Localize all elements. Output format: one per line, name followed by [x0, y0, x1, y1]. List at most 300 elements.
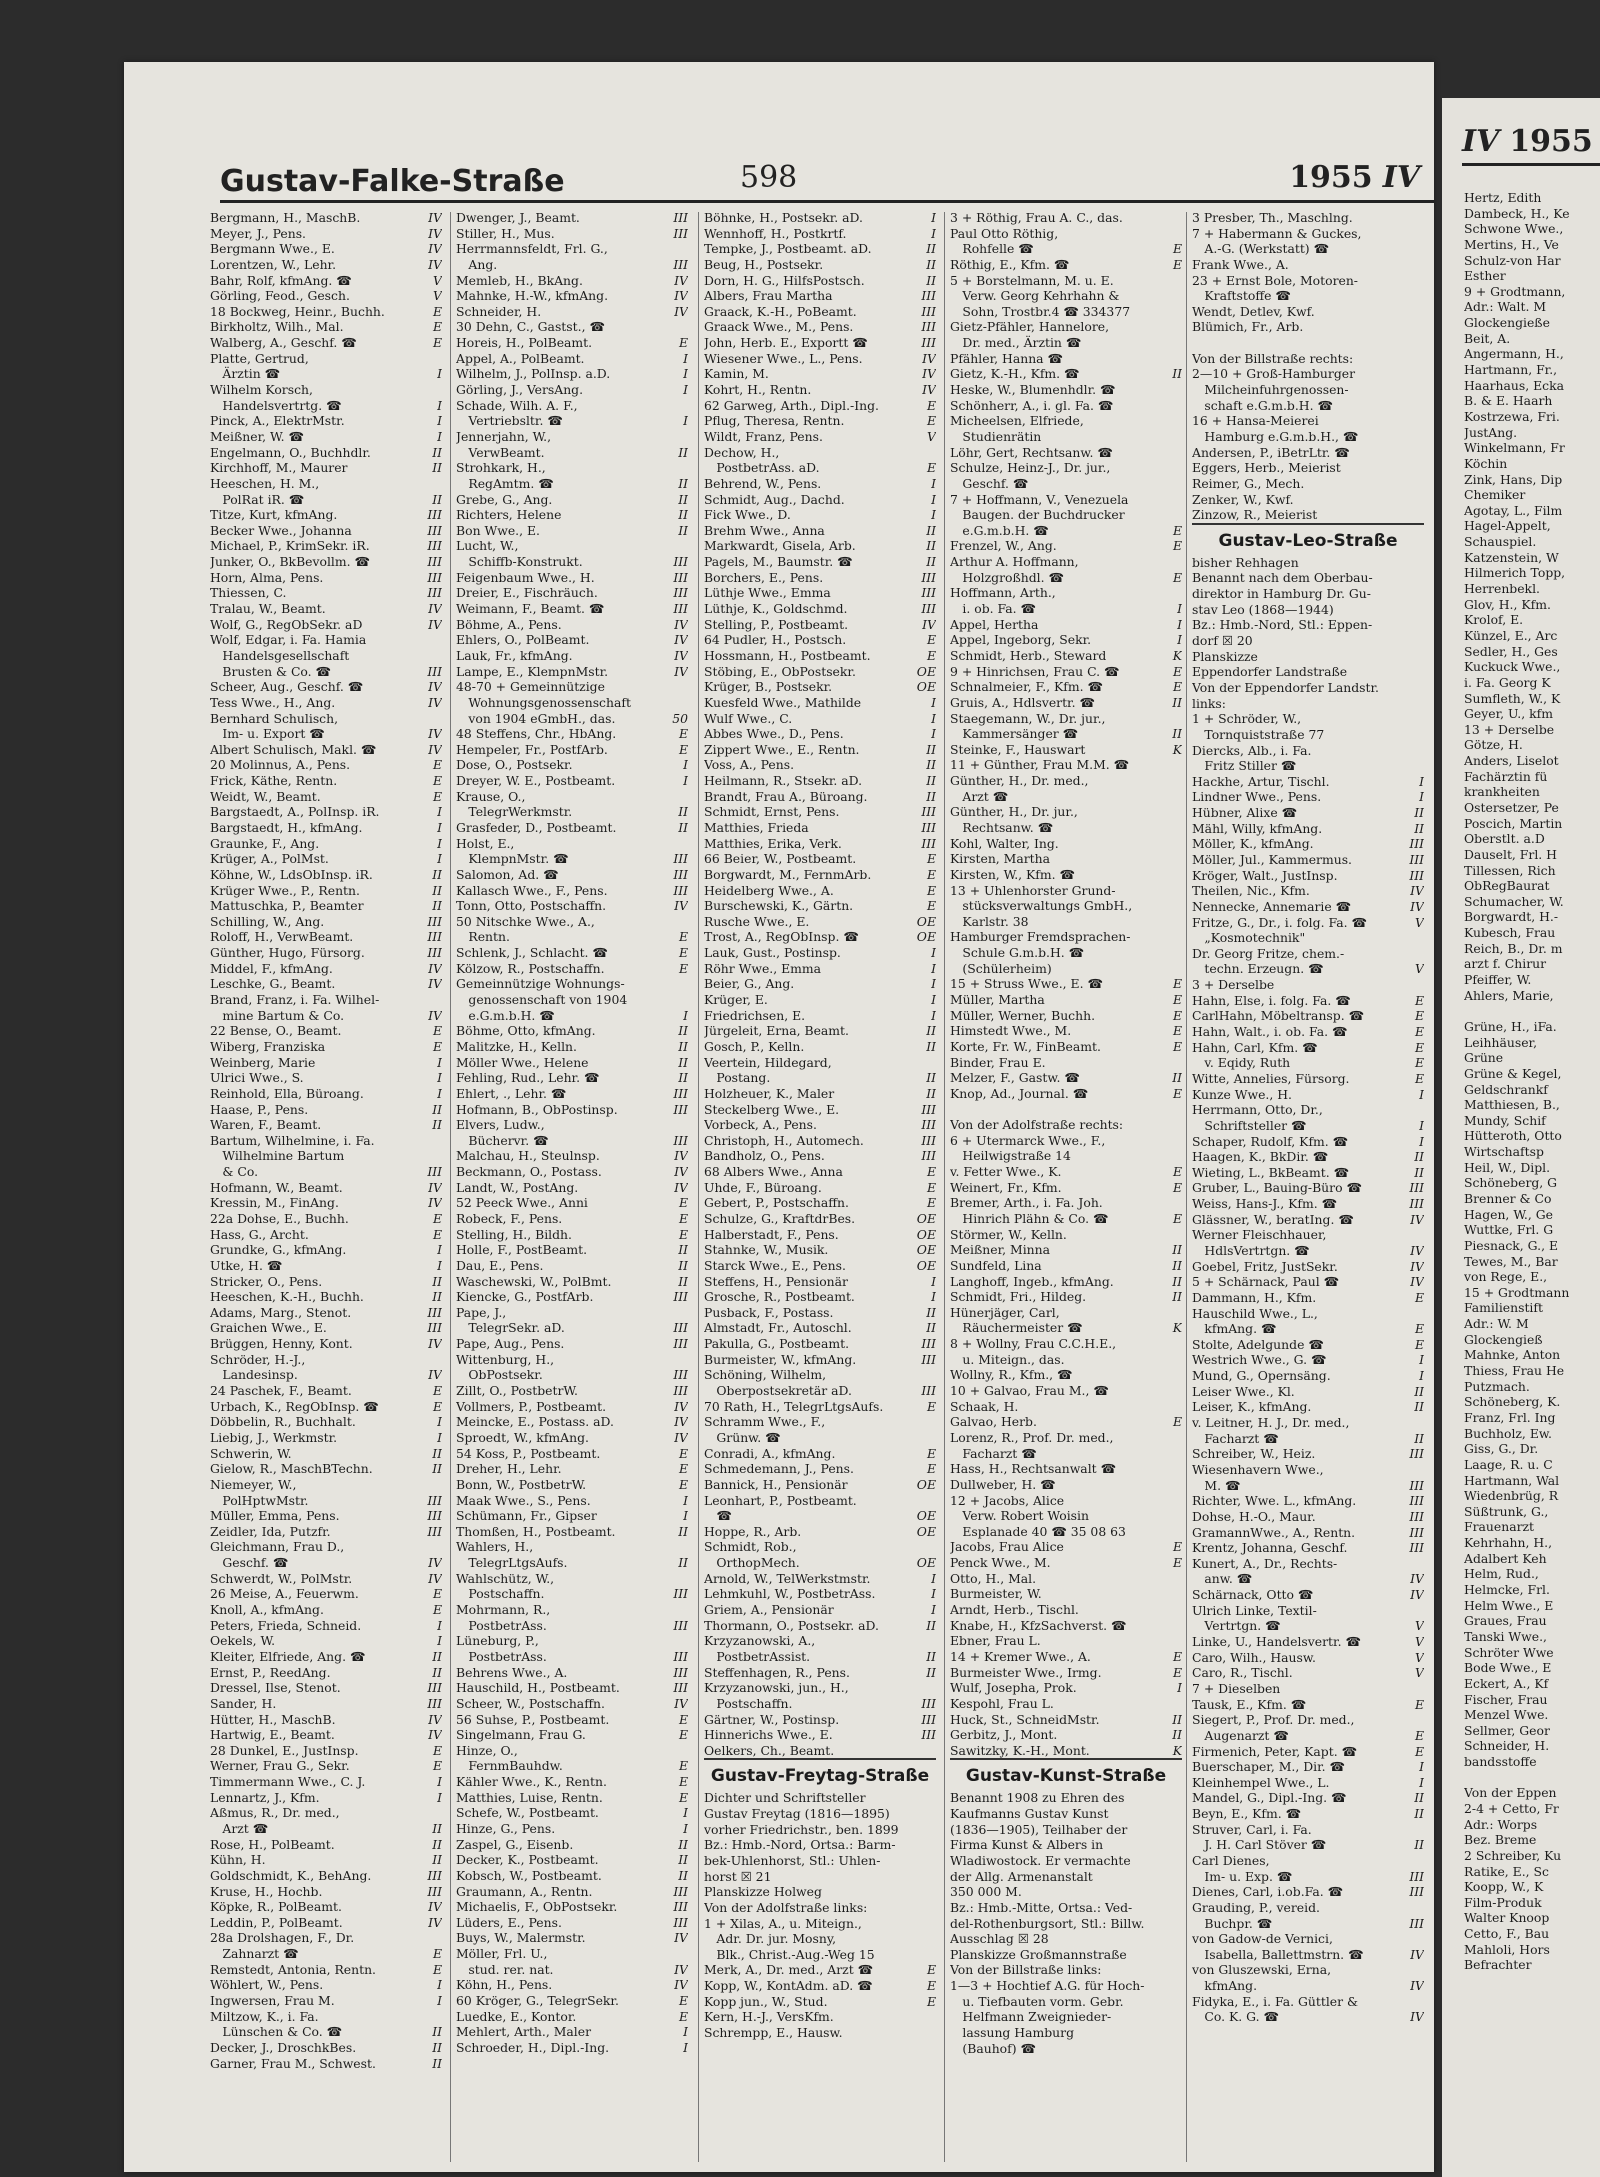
entry-text: PostbetrAssist. [704, 1648, 811, 1664]
directory-entry [950, 1884, 1182, 1900]
facing-entry: Wirtschaftsp [1464, 1144, 1544, 1160]
directory-entry [456, 413, 688, 429]
floor-marker: E [1172, 538, 1182, 554]
entry-text: Goldschmidt, K., BehAng. [210, 1867, 372, 1883]
directory-entry [1192, 789, 1424, 805]
floor-marker: IV [674, 272, 688, 288]
directory-entry [950, 257, 1182, 273]
entry-text: direktor in Hamburg Dr. Gu- [1192, 586, 1371, 602]
entry-text: Gleichmann, Frau D., [210, 1539, 345, 1555]
floor-marker: II [1172, 1242, 1182, 1258]
directory-entry [950, 523, 1182, 539]
floor-marker: III [673, 585, 688, 601]
directory-entry [704, 2025, 936, 2041]
directory-entry [210, 742, 442, 758]
directory-entry [704, 601, 936, 617]
entry-text: 10 + Galvao, Frau M., ☎ [950, 1383, 1109, 1399]
entry-text: Melzer, F., Gastw. ☎ [950, 1070, 1080, 1086]
entry-text: Meyer, J., Pens. [210, 225, 307, 241]
directory-entry [1192, 1900, 1424, 1916]
facing-entry: Dambeck, H., Ke [1464, 205, 1570, 221]
directory-entry [704, 961, 936, 977]
entry-text: Pinck, A., ElektrMstr. [210, 413, 345, 429]
facing-entry: Poscich, Martin [1464, 815, 1563, 831]
floor-marker: I [931, 507, 936, 523]
entry-text: Grünw. ☎ [704, 1429, 781, 1445]
floor-marker: III [1409, 1180, 1424, 1196]
floor-marker: I [683, 773, 688, 789]
entry-text: Mattuschka, P., Beamter [210, 898, 364, 914]
facing-entry: Schumacher, W. [1464, 893, 1564, 909]
floor-marker: III [921, 1351, 936, 1367]
entry-text: 9 + Hinrichsen, Frau C. ☎ [950, 663, 1120, 679]
floor-marker: OE [916, 1211, 936, 1226]
entry-text: „Kosmotechnik" [1192, 930, 1306, 946]
floor-marker: II [926, 1085, 936, 1101]
facing-entry: Eckert, A., Kf [1464, 1675, 1549, 1691]
directory-entry [210, 1023, 442, 1039]
directory-entry [456, 1195, 688, 1211]
directory-entry [210, 1696, 442, 1712]
directory-entry [210, 492, 442, 508]
floor-marker: IV [428, 976, 442, 992]
entry-text: Von der Eppendorfer Landstr. [1192, 679, 1379, 695]
floor-marker: II [1172, 1257, 1182, 1273]
floor-marker: E [678, 741, 688, 757]
entry-text: 62 Garweg, Arth., Dipl.-Ing. [704, 397, 879, 413]
entry-text: Struver, Carl, i. Fa. [1192, 1821, 1312, 1837]
floor-marker: III [673, 225, 688, 241]
directory-entry [210, 1070, 442, 1086]
directory-entry [704, 1274, 936, 1290]
directory-entry [704, 1665, 936, 1681]
directory-entry [456, 1383, 688, 1399]
directory-entry [210, 1008, 442, 1024]
floor-marker: II [1414, 820, 1424, 836]
entry-text: Gruber, L., Bauing-Büro ☎ [1192, 1180, 1362, 1196]
floor-marker: II [432, 898, 442, 914]
floor-marker: IV [1410, 1243, 1424, 1258]
floor-marker: IV [922, 350, 936, 366]
directory-entry [210, 1133, 442, 1149]
entry-text: Mehlert, Arth., Maler [456, 2024, 592, 2040]
facing-entry: Glockengieß [1464, 1331, 1543, 1347]
entry-text: Von der Adolfstraße links: [704, 1899, 868, 1915]
facing-entry: Hagen, W., Ge [1464, 1206, 1553, 1222]
entry-text: Weimann, F., Beamt. ☎ [456, 601, 605, 617]
entry-text: Almstadt, Fr., Autoschl. [704, 1320, 852, 1336]
directory-entry [704, 617, 936, 633]
entry-text: 54 Koss, P., Postbeamt. [456, 1445, 601, 1461]
directory-entry [704, 836, 936, 852]
directory-entry [1192, 1431, 1424, 1447]
facing-entry: Heil, W., Dipl. [1464, 1159, 1551, 1175]
entry-text: Schmidt, Aug., Dachd. [704, 491, 845, 507]
entry-text: Kressin, M., FinAng. [210, 1195, 339, 1211]
directory-entry [210, 1571, 442, 1587]
floor-marker: OE [916, 1523, 936, 1539]
entry-text: Stelling, H., Bildh. [456, 1226, 572, 1242]
directory-entry [950, 1806, 1182, 1822]
floor-marker: III [673, 1586, 688, 1602]
floor-marker: III [921, 1148, 936, 1164]
directory-entry [210, 914, 442, 930]
floor-marker: IV [922, 366, 936, 382]
entry-text: Matthies, Frieda [704, 819, 809, 835]
floor-marker: I [683, 1007, 688, 1023]
facing-entry: B. & E. Haarh [1464, 393, 1553, 409]
floor-marker: IV [674, 663, 688, 679]
entry-text: 50 Nitschke Wwe., A., [456, 913, 595, 929]
directory-entry [210, 335, 442, 351]
floor-marker: III [427, 585, 442, 601]
entry-text: Lorentzen, W., Lehr. [210, 256, 337, 272]
floor-marker: III [1409, 867, 1424, 883]
facing-entry: Mahloli, Hors [1464, 1941, 1550, 1957]
floor-marker: I [683, 1508, 688, 1524]
floor-marker: IV [428, 694, 442, 710]
floor-marker: E [432, 757, 442, 773]
entry-text: horst ☒ 21 [704, 1868, 772, 1884]
facing-entry: Geyer, U., kfm [1464, 706, 1553, 722]
directory-entry [704, 1102, 936, 1118]
floor-marker: I [931, 945, 936, 961]
entry-text: Schmidt, Ernst, Pens. [704, 804, 840, 820]
floor-marker: III [921, 804, 936, 820]
floor-marker: IV [428, 960, 442, 976]
floor-marker: IV [428, 1899, 442, 1915]
facing-entry: Oberstlt. a.D [1464, 831, 1545, 847]
entry-text: Matthies, Luise, Rentn. [456, 1789, 603, 1805]
floor-marker: II [678, 1038, 688, 1054]
directory-entry [456, 1086, 688, 1102]
entry-text: 20 Molinnus, A., Pens. [210, 757, 351, 773]
facing-entry: Herrenbekl. [1464, 581, 1540, 597]
floor-marker: II [678, 1523, 688, 1539]
entry-text: Mähl, Willy, kfmAng. [1192, 820, 1323, 836]
directory-entry [1192, 288, 1424, 304]
entry-text: Hofmann, B., ObPostinsp. [456, 1101, 618, 1117]
directory-entry [1192, 711, 1424, 727]
facing-entry: Matthiesen, B., [1464, 1097, 1560, 1113]
floor-marker: I [1419, 1759, 1424, 1775]
floor-marker: IV [428, 1007, 442, 1023]
directory-entry [456, 1164, 688, 1180]
entry-text: Titze, Kurt, kfmAng. [210, 507, 338, 523]
facing-entry: Thiess, Frau He [1464, 1363, 1565, 1379]
entry-text: Hamburg e.G.m.b.H., ☎ [1192, 428, 1359, 444]
floor-marker: E [1414, 1321, 1424, 1337]
entry-text: Vorbeck, A., Pens. [704, 1117, 817, 1133]
entry-text: Köhne, W., LdsObInsp. iR. [210, 866, 373, 882]
directory-entry [950, 1727, 1182, 1743]
entry-text: Möller, Frl. U., [456, 1946, 548, 1962]
floor-marker: II [678, 804, 688, 820]
floor-marker: E [1172, 663, 1182, 679]
directory-entry [1192, 1446, 1424, 1462]
entry-text: del-Rothenburgsort, Stl.: Billw. [950, 1915, 1145, 1931]
directory-entry [210, 789, 442, 805]
directory-entry [1192, 1759, 1424, 1775]
directory-entry [456, 929, 688, 945]
entry-text: Gebert, P., Postschaffn. [704, 1195, 849, 1211]
entry-text: Weinert, Fr., Kfm. [950, 1179, 1062, 1195]
directory-entry [1192, 1118, 1424, 1134]
floor-marker: E [678, 1461, 688, 1477]
floor-marker: I [437, 1429, 442, 1445]
directory-entry [950, 1023, 1182, 1039]
entry-text: Horeis, H., PolBeamt. [456, 335, 593, 351]
entry-text: Scheer, W., Postschaffn. [456, 1695, 605, 1711]
directory-entry [950, 617, 1182, 633]
facing-entry: Schöneberg, G [1464, 1175, 1558, 1191]
directory-entry [210, 507, 442, 523]
floor-marker: E [1172, 1164, 1182, 1180]
facing-page-column [1464, 190, 1600, 1973]
directory-entry [210, 648, 442, 664]
directory-entry [210, 1258, 442, 1274]
directory-entry [1192, 241, 1424, 257]
facing-entry: Helm, Rud., [1464, 1566, 1539, 1582]
directory-entry [210, 241, 442, 257]
floor-marker: II [926, 1304, 936, 1320]
directory-entry [704, 711, 936, 727]
directory-entry [456, 1821, 688, 1837]
facing-entry: 2-4 + Cetto, Fr [1464, 1800, 1559, 1816]
entry-text: Schulze, Heinz-J., Dr. jur., [950, 460, 1111, 476]
entry-text: Dullweber, H. ☎ [950, 1476, 1056, 1492]
directory-entry [950, 1618, 1182, 1634]
floor-marker: II [432, 2039, 442, 2055]
entry-text: Fehling, Rud., Lehr. ☎ [456, 1070, 600, 1086]
floor-marker: E [432, 319, 442, 335]
entry-text: Gruis, A., Hdlsvertr. ☎ [950, 694, 1095, 710]
entry-text: Vertriebsltr. ☎ [456, 413, 563, 429]
directory-entry [210, 726, 442, 742]
entry-text: Walberg, A., Geschf. ☎ [210, 335, 357, 351]
directory-entry [704, 695, 936, 711]
directory-entry [950, 319, 1182, 335]
facing-entry: 13 + Derselbe [1464, 721, 1555, 737]
directory-entry [210, 1884, 442, 1900]
directory-entry [950, 288, 1182, 304]
directory-entry [1192, 555, 1424, 571]
directory-entry [210, 1758, 442, 1774]
entry-text: 26 Meise, A., Feuerwm. [210, 1586, 359, 1602]
entry-text: Schwerin, W. [210, 1445, 292, 1461]
entry-text: 1 + Schröder, W., [1192, 711, 1302, 727]
directory-entry [704, 241, 936, 257]
directory-entry [950, 1008, 1182, 1024]
directory-entry [950, 1493, 1182, 1509]
directory-entry [456, 1868, 688, 1884]
directory-entry [950, 1461, 1182, 1477]
floor-marker: I [1419, 1774, 1424, 1790]
entry-text: Halberstadt, F., Pens. [704, 1226, 839, 1242]
floor-marker: III [427, 1680, 442, 1696]
directory-entry [704, 1743, 936, 1759]
directory-entry [210, 711, 442, 727]
street-heading: Gustav-Kunst-Straße [950, 1758, 1182, 1790]
facing-entry: Anders, Liselot [1464, 753, 1559, 769]
floor-marker: IV [674, 1414, 688, 1430]
entry-text: Schmidt, Herb., Steward [950, 647, 1107, 663]
directory-entry [1192, 930, 1424, 946]
directory-entry [950, 210, 1182, 226]
entry-text: Schreiber, W., Heiz. [1192, 1446, 1316, 1462]
floor-marker: III [673, 1383, 688, 1399]
directory-entry [950, 1367, 1182, 1383]
floor-marker: E [1414, 1289, 1424, 1305]
directory-entry [1192, 413, 1424, 429]
directory-entry [210, 976, 442, 992]
entry-text: Korte, Fr. W., FinBeamt. [950, 1038, 1101, 1054]
entry-text: genossenschaft von 1904 [456, 992, 628, 1008]
entry-text: Appel, A., PolBeamt. [456, 350, 585, 366]
directory-entry [456, 382, 688, 398]
floor-marker: III [427, 1867, 442, 1883]
entry-text: Schiffb-Konstrukt. [456, 554, 583, 570]
floor-marker: III [673, 1664, 688, 1680]
entry-text: Junker, O., BkBevollm. ☎ [210, 554, 370, 570]
facing-entry: Hartmann, Wal [1464, 1472, 1560, 1488]
floor-marker: IV [428, 1555, 442, 1571]
entry-text: Schaper, Rudolf, Kfm. ☎ [1192, 1133, 1349, 1149]
entry-text: Görling, Feod., Gesch. [210, 288, 350, 304]
facing-entry: Adr.: Walt. M [1464, 299, 1547, 315]
entry-text: Gietz, K.-H., Kfm. ☎ [950, 366, 1080, 382]
entry-text: Oelkers, Ch., Beamt. [704, 1742, 835, 1758]
directory-entry [704, 1555, 936, 1571]
entry-text: Feigenbaum Wwe., H. [456, 569, 595, 585]
directory-entry [456, 1915, 688, 1931]
entry-text: Borchers, E., Pens. [704, 569, 824, 585]
floor-marker: E [926, 632, 936, 648]
entry-text: Tausk, E., Kfm. ☎ [1192, 1696, 1307, 1712]
directory-entry [210, 1930, 442, 1946]
entry-text: Wennhoff, H., Postkrtf. [704, 225, 847, 241]
floor-marker: E [678, 1727, 688, 1743]
directory-entry [704, 679, 936, 695]
floor-marker: III [1409, 851, 1424, 867]
floor-marker: II [1414, 1430, 1424, 1446]
entry-text: Stolte, Adelgunde ☎ [1192, 1336, 1324, 1352]
directory-entry [210, 1446, 442, 1462]
entry-text: Firma Kunst & Albers in [950, 1837, 1104, 1853]
floor-marker: I [437, 1054, 442, 1070]
directory-entry [704, 1399, 936, 1415]
directory-entry [704, 1430, 936, 1446]
facing-entry: Hartmann, Fr., [1464, 362, 1558, 378]
facing-entry: Kostrzewa, Fri. [1464, 408, 1560, 424]
floor-marker: IV [1410, 1946, 1424, 1962]
entry-text: Steffens, H., Pensionär [704, 1273, 848, 1289]
entry-text: Hossmann, H., Postbeamt. [704, 647, 871, 663]
directory-entry [210, 460, 442, 476]
entry-text: & Co. [210, 1164, 259, 1180]
floor-marker: IV [674, 1429, 688, 1445]
entry-text: Grundke, G., kfmAng. [210, 1242, 347, 1258]
floor-marker: E [1172, 1085, 1182, 1101]
directory-entry [950, 632, 1182, 648]
directory-entry [1192, 492, 1424, 508]
entry-text: Dreyer, W. E., Postbeamt. [456, 773, 616, 789]
directory-entry [950, 1383, 1182, 1399]
floor-marker: III [921, 1727, 936, 1743]
directory-entry [456, 1117, 688, 1133]
entry-text: Müller, Emma, Pens. [210, 1508, 340, 1524]
directory-entry [1192, 1978, 1424, 1994]
floor-marker: E [1172, 679, 1182, 695]
directory-entry [704, 1305, 936, 1321]
directory-entry [210, 1524, 442, 1540]
entry-text: CarlHahn, Möbeltransp. ☎ [1192, 1008, 1365, 1024]
directory-entry [704, 335, 936, 351]
directory-entry [456, 1930, 688, 1946]
directory-entry [950, 538, 1182, 554]
floor-marker: III [1409, 1477, 1424, 1493]
entry-text: Vollmers, P., Postbeamt. [456, 1398, 607, 1414]
entry-text: Benannt 1908 zu Ehren des [950, 1790, 1125, 1806]
directory-entry [210, 1305, 442, 1321]
floor-marker: II [1414, 1806, 1424, 1822]
directory-entry [950, 1869, 1182, 1885]
directory-entry [950, 1900, 1182, 1916]
entry-text: Schönherr, A., i. gl. Fa. ☎ [950, 397, 1114, 413]
directory-entry [704, 1414, 936, 1430]
directory-entry [456, 1399, 688, 1415]
directory-entry [1192, 774, 1424, 790]
facing-entry: krankheiten [1464, 784, 1540, 800]
directory-entry [950, 1837, 1182, 1853]
entry-text: Müller, Werner, Buchh. [950, 1007, 1096, 1023]
directory-entry [1192, 210, 1424, 226]
entry-text: Stricker, O., Pens. [210, 1273, 323, 1289]
entry-text: Haase, P., Pens. [210, 1101, 309, 1117]
floor-marker: III [921, 303, 936, 319]
directory-entry [704, 1477, 936, 1493]
entry-text: Hütter, H., MaschB. [210, 1711, 336, 1727]
entry-text: schaft e.G.m.b.H. ☎ [1192, 397, 1333, 413]
floor-marker: III [1409, 1508, 1424, 1524]
directory-entry [1192, 1790, 1424, 1806]
directory-entry [1192, 836, 1424, 852]
directory-entry [1192, 1352, 1424, 1368]
entry-text: Kopp jun., W., Stud. [704, 1993, 828, 2009]
floor-marker: III [673, 1085, 688, 1101]
entry-text: Frick, Käthe, Rentn. [210, 773, 338, 789]
entry-text: Sander, H. [210, 1695, 277, 1711]
entry-text: Gärtner, W., Postinsp. [704, 1711, 840, 1727]
directory-entry [1192, 1212, 1424, 1228]
floor-marker: IV [1410, 898, 1424, 914]
floor-marker: II [926, 1320, 936, 1336]
directory-entry [456, 664, 688, 680]
floor-marker: III [921, 569, 936, 585]
entry-text: stud. rer. nat. [456, 1961, 554, 1977]
floor-marker: II [926, 1038, 936, 1054]
entry-text: TelegrSekr. aD. [456, 1320, 565, 1336]
floor-marker: II [432, 866, 442, 882]
entry-text: Räuchermeister ☎ [950, 1320, 1083, 1336]
directory-entry [950, 742, 1182, 758]
floor-marker: III [427, 1320, 442, 1336]
directory-entry [950, 945, 1182, 961]
entry-text: Brüggen, Henny, Kont. [210, 1336, 353, 1352]
directory-entry [210, 319, 442, 335]
entry-text: Schärnack, Otto ☎ [1192, 1587, 1314, 1603]
entry-text: Sohn, Trostbr.4 ☎ 334377 [950, 303, 1131, 319]
